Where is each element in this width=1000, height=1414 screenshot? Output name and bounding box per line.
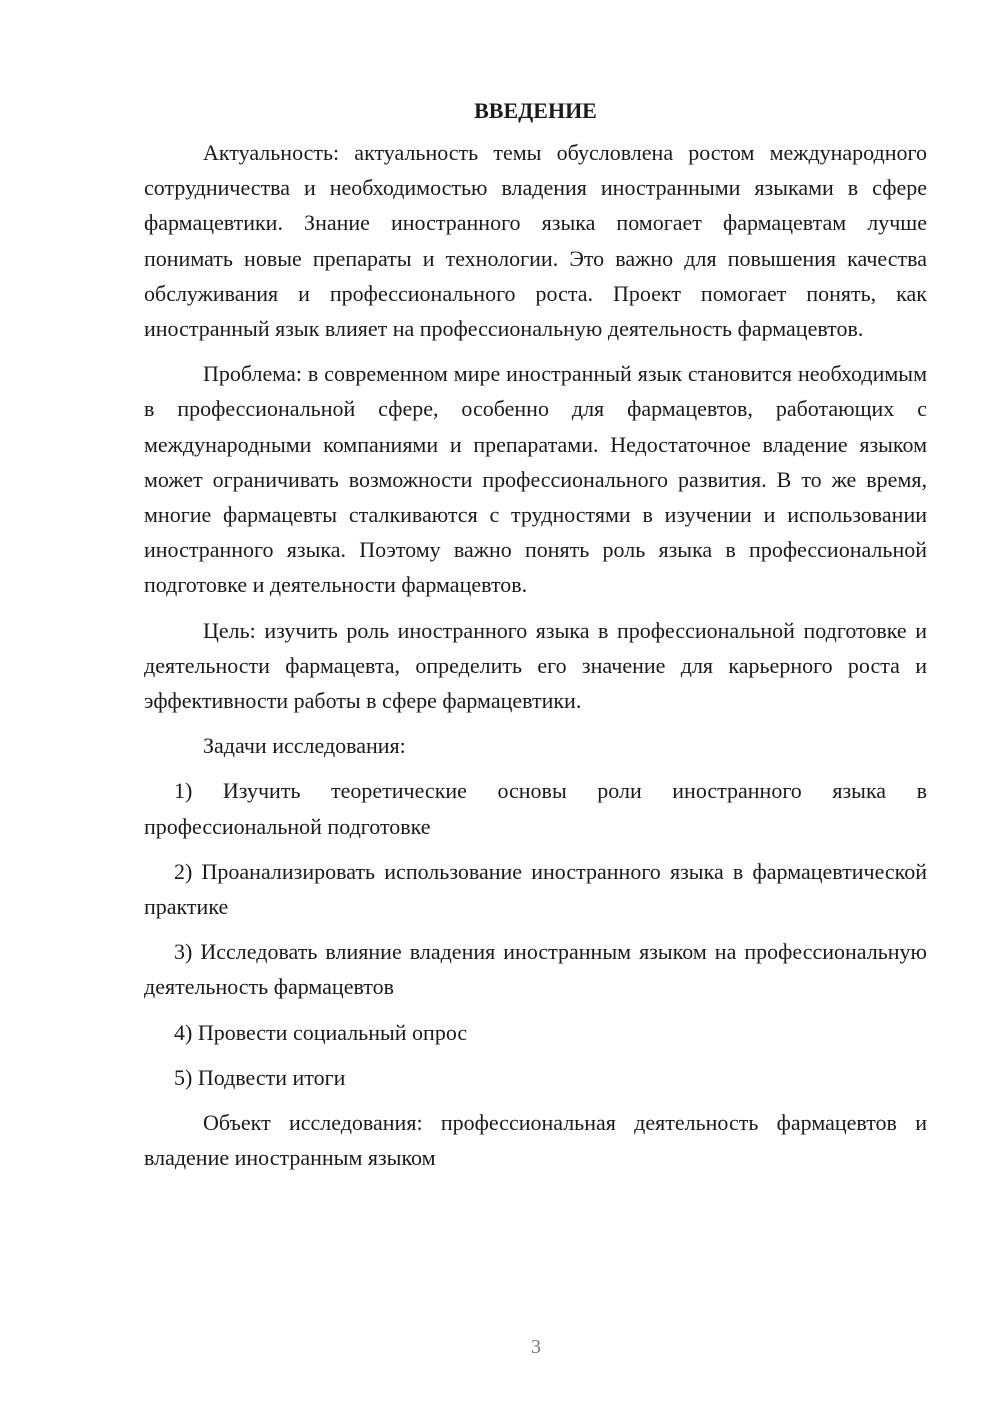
goal-paragraph: Цель: изучить роль иностранного языка в профессиональной подготовке и деятельности фармацевта, определить его значение для карьерного роста и эффективности работы в сфере фармацевтики. <box>144 617 927 714</box>
page-number: 3 <box>531 1336 541 1358</box>
task-item: 2) Проанализировать использование иностранного языка в фармацевтической практике <box>144 858 927 920</box>
page-title: ВВЕДЕНИЕ <box>474 98 597 123</box>
problem-paragraph: Проблема: в современном мире иностранный язык становится необходимым в профессиональной сфере, особенно для фармацевтов, работающих с международными компаниями и препаратами. Недостаточное владение языком может ограничивать возможности профессионального развития. В то же время, многие фармацевты сталкиваются с трудностями в изучении и использовании иностранного языка. Поэтому важно понять роль языка в профессиональной подготовке и деятельности фармацевтов. <box>144 361 927 598</box>
task-item: 5) Подвести итоги <box>174 1064 346 1090</box>
tasks-list <box>144 773 927 1095</box>
task-item: 4) Провести социальный опрос <box>174 1019 468 1045</box>
task-item: 1) Изучить теоретические основы роли иностранного языка в профессиональной подготовке <box>144 778 927 839</box>
page-content <box>144 96 927 1185</box>
object-paragraph: Объект исследования: профессиональная деятельность фармацевтов и владение иностранным языком <box>144 1110 927 1171</box>
relevance-paragraph: Актуальность: актуальность темы обусловлена ростом международного сотрудничества и необходимостью владения иностранными языками в сфере фармацевтики. Знание иностранного языка помогает фармацевтам лучше понимать новые препараты и технологии. Это важно для повышения качества обслуживания и профессионального роста. Проект помогает понять, как иностранный язык влияет на профессиональную деятельность фармацевтов. <box>144 140 927 342</box>
task-item: 3) Исследовать влияние владения иностранным языком на профессиональную деятельность фармацевтов <box>144 939 927 1000</box>
tasks-heading: Задачи исследования: <box>203 733 406 759</box>
